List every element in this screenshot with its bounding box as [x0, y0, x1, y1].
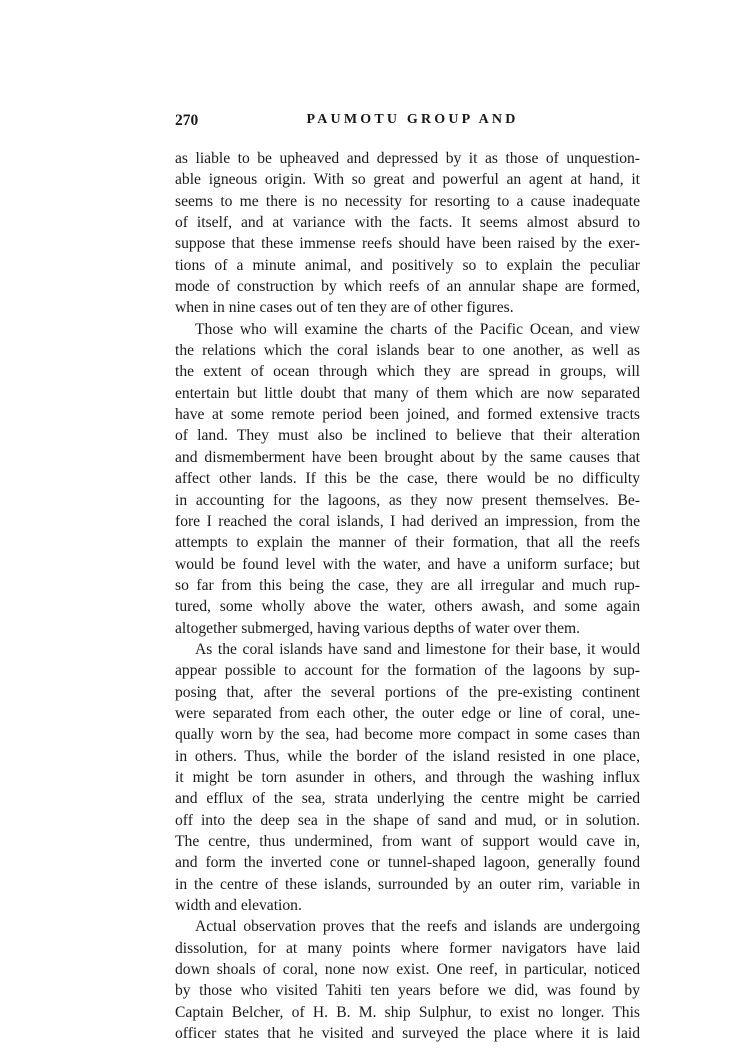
- text-line: it might be torn asunder in others, and through the washing influx: [175, 768, 640, 786]
- text-line: and efflux of the sea, strata underlying the centre might be carried: [175, 790, 640, 808]
- text-line: dissolution, for at many points where former navigators have laid: [175, 939, 640, 957]
- text-line: seems to me there is no necessity for resorting to a cause inadequate: [175, 192, 640, 210]
- text-line: As the coral islands have sand and limestone for their base, it would: [195, 640, 640, 658]
- text-line: and dismemberment have been brought about by the same causes that: [175, 448, 640, 466]
- text-line: tured, some wholly above the water, others awash, and some again: [175, 598, 640, 616]
- text-line: able igneous origin. With so great and powerful an agent at hand, it: [175, 171, 640, 189]
- text-line: of itself, and at variance with the facts. It seems almost absurd to: [175, 214, 640, 232]
- running-title: PAUMOTU GROUP AND: [306, 112, 519, 127]
- text-line: of land. They must also be inclined to believe that their alteration: [175, 427, 640, 445]
- text-line: appear possible to account for the formation of the lagoons by sup-: [175, 662, 640, 680]
- text-line: width and elevation.: [175, 897, 302, 915]
- text-line: so far from this being the case, they are all irregular and much rup-: [175, 576, 640, 594]
- text-line: officer states that he visited and surveyed the place where it is laid: [175, 1025, 640, 1043]
- text-line: fore I reached the coral islands, I had derived an impression, from the: [175, 512, 640, 530]
- running-head: [175, 112, 640, 136]
- text-line: posing that, after the several portions of the pre-existing continent: [175, 683, 640, 701]
- page-number: 270: [175, 112, 199, 129]
- paragraph: [175, 319, 640, 639]
- text-line: and form the inverted cone or tunnel-shaped lagoon, generally found: [175, 854, 640, 872]
- text-line: qually worn by the sea, had become more compact in some cases than: [175, 726, 640, 744]
- paragraph: [175, 639, 640, 916]
- text-line: Actual observation proves that the reefs and islands are undergoing: [195, 918, 640, 936]
- text-line: the extent of ocean through which they are spread in groups, will: [175, 363, 640, 381]
- text-line: by those who visited Tahiti ten years before we did, was found by: [175, 982, 640, 1000]
- text-line: mode of construction by which reefs of an annular shape are formed,: [175, 278, 640, 296]
- text-line: when in nine cases out of ten they are of other figures.: [175, 299, 514, 317]
- text-line: The centre, thus undermined, from want of support would cave in,: [175, 833, 640, 850]
- text-line: would be found level with the water, and have a uniform surface; but: [175, 555, 640, 573]
- text-line: entertain but little doubt that many of them which are now separated: [175, 384, 640, 402]
- text-line: as liable to be upheaved and depressed by it as those of unquestion-: [175, 150, 640, 167]
- text-line: suppose that these immense reefs should have been raised by the exer-: [175, 235, 640, 253]
- text-line: in others. Thus, while the border of the island resisted in one place,: [175, 747, 640, 765]
- text-line: altogether submerged, having various depths of water over them.: [175, 619, 581, 637]
- paragraph: [175, 916, 640, 1044]
- text-line: down shoals of coral, none now exist. One reef, in particular, noticed: [175, 961, 640, 979]
- text-line: affect other lands. If this be the case, there would be no difficulty: [175, 470, 640, 488]
- paragraph: [175, 148, 640, 319]
- text-line: attempts to explain the manner of their formation, that all the reefs: [175, 534, 640, 552]
- book-page: [175, 112, 640, 1044]
- text-line: off into the deep sea in the shape of sand and mud, or in solution.: [175, 811, 640, 829]
- body-text: [175, 148, 640, 1044]
- text-line: Those who will examine the charts of the Pacific Ocean, and view: [195, 320, 640, 338]
- text-line: tions of a minute animal, and positively so to explain the peculiar: [175, 256, 640, 274]
- text-line: Captain Belcher, of H. B. M. ship Sulphur, to exist no longer. This: [175, 1003, 640, 1021]
- text-line: in accounting for the lagoons, as they now present themselves. Be-: [175, 491, 640, 509]
- text-line: have at some remote period been joined, and formed extensive tracts: [175, 406, 640, 424]
- text-line: were separated from each other, the outer edge or line of coral, une-: [175, 704, 640, 722]
- text-line: the relations which the coral islands bear to one another, as well as: [175, 342, 640, 360]
- text-line: in the centre of these islands, surrounded by an outer rim, variable in: [175, 875, 640, 893]
